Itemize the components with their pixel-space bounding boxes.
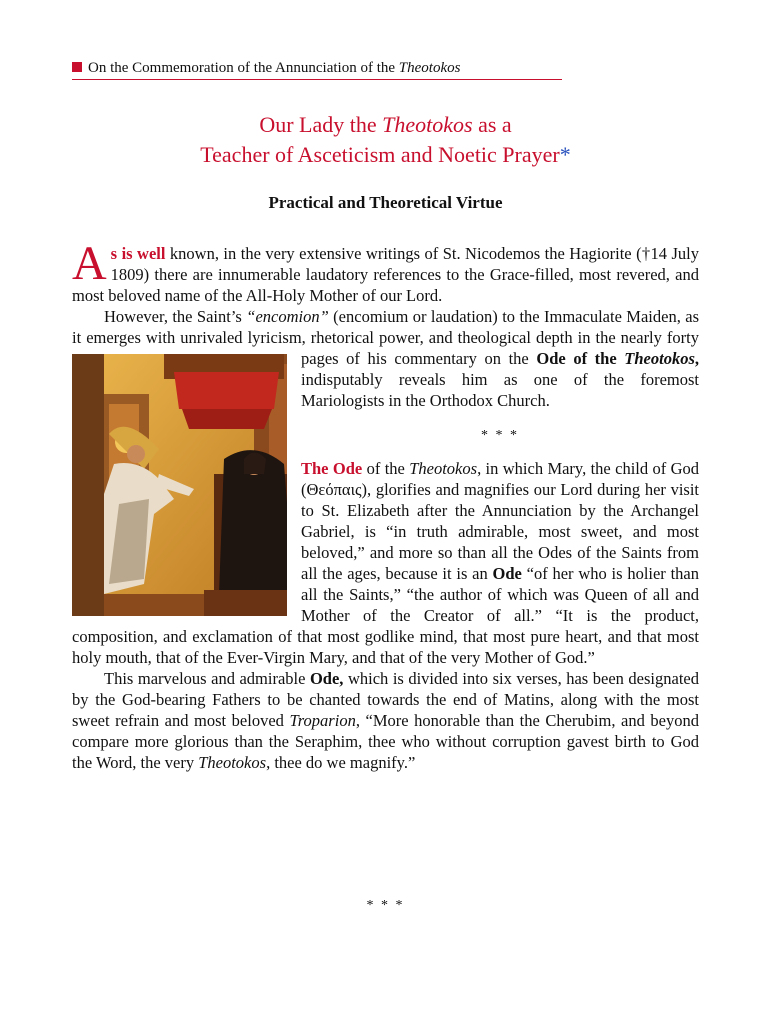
p2-italic: “encomion” (246, 307, 329, 326)
p4-bold: Ode, (309, 669, 344, 688)
red-square-icon (72, 62, 82, 72)
p4-italic-b: Theotokos (198, 753, 267, 772)
p2-text-a: However, the Saint’s (104, 307, 247, 326)
title-text: Our Lady the (259, 112, 383, 137)
title-line-1 (72, 110, 699, 140)
p2-bold: Ode of the Theotokos, (536, 349, 700, 368)
header-italic: Theotokos (398, 60, 461, 76)
p4-text-a: This marvelous and admirable (104, 669, 310, 688)
section-divider: * * * (481, 428, 519, 443)
p3-italic: Theotokos (409, 459, 478, 478)
footnote-asterisk[interactable]: * (559, 142, 571, 167)
p2-text-b: (encomium or laudation) to the Immaculate Maiden, as it emerges with unrivaled lyricism, rhetorical power, and theological depth in the nearly forty pages of his commentary on the (72, 307, 699, 368)
article-title (72, 110, 699, 170)
p4-text-d: , thee do we magnify.” (266, 753, 416, 772)
annunciation-icon-image (72, 354, 287, 616)
running-header (72, 58, 562, 80)
title-italic: Theotokos (382, 112, 473, 137)
annunciation-icon (104, 354, 287, 616)
lead-words: s is well (110, 244, 166, 263)
paragraph-4 (72, 668, 699, 773)
section-divider-end: * * * (366, 898, 405, 913)
title-text-post: as a (472, 112, 512, 137)
p3-text-a: of the (362, 459, 410, 478)
p3-text-b: , in which Mary, the child of God (Θεόπαις), glorifies and magnifies our Lord during her visit to St. Elizabeth after the Annunciation by the Archangel Gabriel, is “in truth admirable, most sweet, and most beloved,” and more so than all the Odes of the Saints from all the ages, because it is an (301, 459, 700, 583)
title-line-2-text: Teacher of Asceticism and Noetic Prayer (200, 142, 560, 167)
paragraph-1 (72, 237, 699, 306)
header-text: On the Commemoration of the Annunciation of the (88, 60, 399, 76)
p4-text-c: , “More honorable than the Cherubim, and beyond compare more glorious than the Seraphim, thee who without corruption gavest birth to God the Word, the very (72, 711, 699, 772)
p4-text-b: which is divided into six verses, has been designated by the God-bearing Fathers to be chanted towards the end of Matins, along with the most sweet refrain and most beloved (72, 669, 699, 730)
lead-words-ode: The Ode (301, 459, 363, 478)
section-subtitle: Practical and Theoretical Virtue (268, 193, 503, 212)
paragraph-2 (72, 306, 699, 411)
title-line-2 (72, 140, 699, 170)
p4-italic-a: Troparion (289, 711, 356, 730)
dropcap: A (72, 237, 107, 290)
p3-bold: Ode (492, 564, 522, 583)
p3-text-c: “of her who is holier than all the Saints,” “the author of which was Queen of all and Mother of the Creator of all.” “It is the product, composition, and exclamation of that most godlike mind, that most pure heart, and that most holy mouth, that of the Ever-Virgin Mary, and that of the very Mother of God.” (72, 564, 699, 667)
p2-text-c: indisputably reveals him as one of the foremost Mariologists in the Orthodox Church. (301, 370, 699, 410)
article-body (72, 237, 700, 773)
paragraph-1-text: known, in the very extensive writings of St. Nicodemos the Hagiorite (†14 July 1809) there are innumerable laudatory references to the Grace-filled, most revered, and most beloved name of the All-Holy Mother of our Lord. (72, 244, 699, 305)
